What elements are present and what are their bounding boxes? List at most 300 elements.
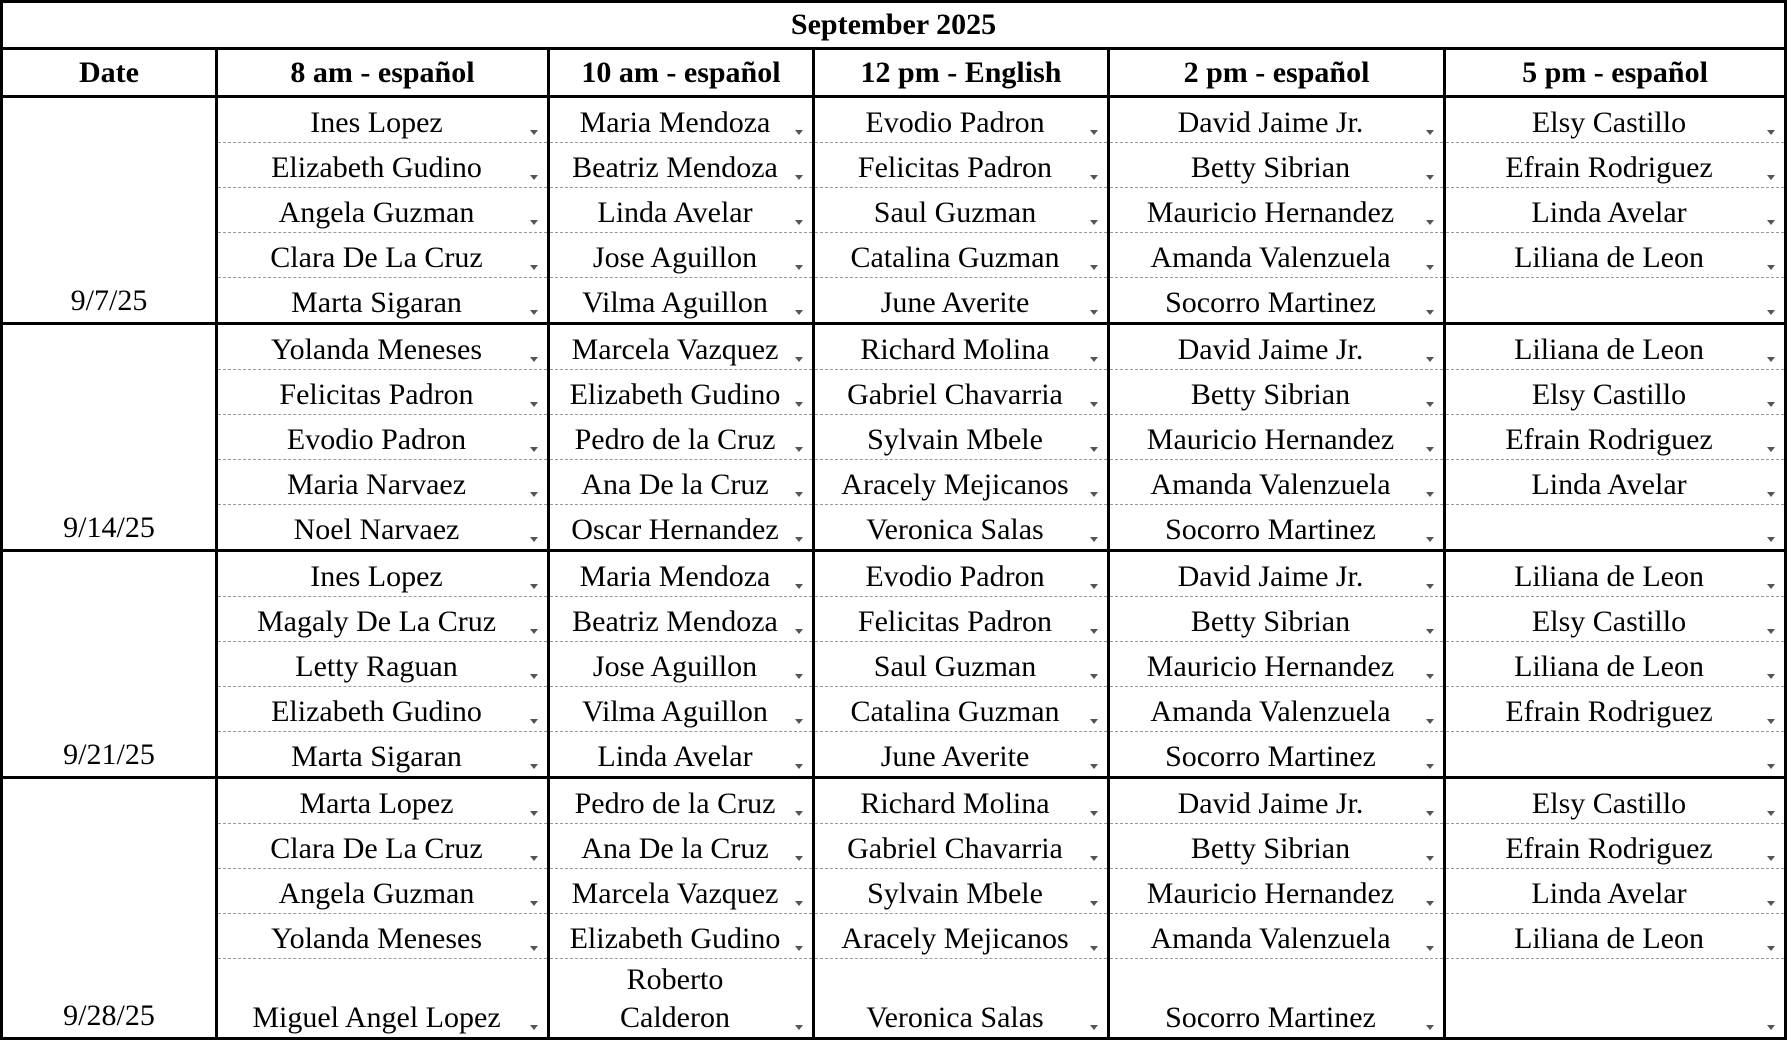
- assignment-name: Amanda Valenzuela: [1150, 241, 1391, 274]
- assignment-dropdown-2pm[interactable]: [1109, 233, 1445, 278]
- chevron-down-icon[interactable]: [795, 811, 803, 816]
- assignment-name: Jose Aguillon: [592, 241, 758, 274]
- chevron-down-icon[interactable]: [1767, 584, 1775, 589]
- assignment-name: Linda Avelar: [597, 196, 753, 229]
- assignment-dropdown-12pm[interactable]: [814, 278, 1109, 324]
- assignment-name: Efrain Rodriguez: [1505, 423, 1713, 456]
- assignment-name: June Averite: [880, 740, 1030, 773]
- chevron-down-icon[interactable]: [795, 1025, 803, 1030]
- assignment-dropdown-8am[interactable]: [217, 824, 549, 869]
- assignment-dropdown-8am[interactable]: [217, 188, 549, 233]
- chevron-down-icon[interactable]: [795, 584, 803, 589]
- assignment-name: David Jaime Jr.: [1177, 106, 1364, 139]
- assignment-name: David Jaime Jr.: [1177, 560, 1364, 593]
- chevron-down-icon[interactable]: [795, 447, 803, 452]
- assignment-dropdown-8am[interactable]: [217, 687, 549, 732]
- assignment-name: Oscar Hernandez: [571, 513, 779, 546]
- assignment-name: Elsy Castillo: [1531, 605, 1687, 638]
- assignment-name: David Jaime Jr.: [1177, 787, 1364, 820]
- assignment-name: Richard Molina: [860, 333, 1050, 366]
- chevron-down-icon[interactable]: [1426, 901, 1434, 906]
- assignment-name: Linda Avelar: [597, 740, 753, 773]
- chevron-down-icon[interactable]: [1426, 764, 1434, 769]
- assignment-dropdown-2pm[interactable]: [1109, 824, 1445, 869]
- assignment-name: Efrain Rodriguez: [1505, 695, 1713, 728]
- chevron-down-icon[interactable]: [530, 719, 538, 724]
- assignment-name: Marta Sigaran: [291, 286, 462, 319]
- assignment-dropdown-2pm[interactable]: [1109, 188, 1445, 233]
- chevron-down-icon[interactable]: [1090, 901, 1098, 906]
- chevron-down-icon[interactable]: [795, 764, 803, 769]
- assignment-name: Elizabeth Gudino: [271, 695, 482, 728]
- assignment-dropdown-2pm[interactable]: [1109, 97, 1445, 143]
- assignment-dropdown-5pm[interactable]: [1445, 824, 1786, 869]
- assignment-dropdown-8am[interactable]: [217, 460, 549, 505]
- assignment-name: Jose Aguillon: [592, 650, 758, 683]
- chevron-down-icon[interactable]: [530, 901, 538, 906]
- assignment-name: Maria Mendoza: [579, 560, 771, 593]
- chevron-down-icon[interactable]: [1767, 130, 1775, 135]
- chevron-down-icon[interactable]: [1426, 492, 1434, 497]
- table-row: [2, 188, 1786, 233]
- chevron-down-icon[interactable]: [530, 946, 538, 951]
- assignment-name: Felicitas Padron: [857, 151, 1053, 184]
- assignment-dropdown-5pm[interactable]: [1445, 97, 1786, 143]
- assignment-name: Sylvain Mbele: [867, 423, 1043, 456]
- assignment-dropdown-5pm[interactable]: [1445, 143, 1786, 188]
- assignment-dropdown-10am[interactable]: [549, 642, 814, 687]
- assignment-name: Ines Lopez: [310, 106, 443, 139]
- assignment-name: Catalina Guzman: [850, 695, 1060, 728]
- chevron-down-icon[interactable]: [530, 447, 538, 452]
- assignment-name: Linda Avelar: [1531, 877, 1687, 910]
- assignment-name: David Jaime Jr.: [1177, 333, 1364, 366]
- chevron-down-icon[interactable]: [1426, 175, 1434, 180]
- assignment-dropdown-12pm[interactable]: [814, 551, 1109, 597]
- assignment-dropdown-2pm[interactable]: [1109, 551, 1445, 597]
- assignment-dropdown-12pm[interactable]: [814, 824, 1109, 869]
- chevron-down-icon[interactable]: [1767, 901, 1775, 906]
- assignment-dropdown-10am[interactable]: [549, 687, 814, 732]
- assignment-dropdown-2pm[interactable]: [1109, 370, 1445, 415]
- chevron-down-icon[interactable]: [530, 629, 538, 634]
- assignment-name: Ines Lopez: [310, 560, 443, 593]
- chevron-down-icon[interactable]: [1767, 175, 1775, 180]
- assignment-name: Beatriz Mendoza: [572, 151, 778, 184]
- assignment-dropdown-2pm[interactable]: [1109, 415, 1445, 460]
- assignment-dropdown-2pm[interactable]: [1109, 687, 1445, 732]
- assignment-dropdown-5pm[interactable]: [1445, 460, 1786, 505]
- assignment-dropdown-8am[interactable]: [217, 505, 549, 551]
- assignment-dropdown-5pm[interactable]: [1445, 597, 1786, 642]
- header-row: [2, 49, 1786, 97]
- table-row: [2, 551, 1786, 597]
- assignment-dropdown-5pm[interactable]: [1445, 687, 1786, 732]
- assignment-dropdown-12pm[interactable]: [814, 233, 1109, 278]
- assignment-dropdown-5pm[interactable]: [1445, 869, 1786, 914]
- assignment-dropdown-5pm[interactable]: [1445, 959, 1786, 1039]
- assignment-dropdown-10am[interactable]: [549, 415, 814, 460]
- assignment-dropdown-8am[interactable]: [217, 551, 549, 597]
- assignment-name: Liliana de Leon: [1514, 650, 1704, 683]
- assignment-name: Ana De la Cruz: [581, 468, 769, 501]
- assignment-name: Liliana de Leon: [1514, 922, 1704, 955]
- schedule-body: [2, 97, 1786, 1039]
- assignment-dropdown-5pm[interactable]: [1445, 233, 1786, 278]
- chevron-down-icon[interactable]: [530, 265, 538, 270]
- assignment-name: Liliana de Leon: [1514, 333, 1704, 366]
- assignment-dropdown-8am[interactable]: [217, 233, 549, 278]
- chevron-down-icon[interactable]: [1426, 310, 1434, 315]
- chevron-down-icon[interactable]: [1090, 130, 1098, 135]
- assignment-dropdown-5pm[interactable]: [1445, 415, 1786, 460]
- table-row: [2, 278, 1786, 324]
- chevron-down-icon[interactable]: [1426, 719, 1434, 724]
- assignment-dropdown-12pm[interactable]: [814, 188, 1109, 233]
- chevron-down-icon[interactable]: [795, 357, 803, 362]
- chevron-down-icon[interactable]: [1090, 1025, 1098, 1030]
- assignment-dropdown-12pm[interactable]: [814, 415, 1109, 460]
- assignment-name: Socorro Martinez: [1165, 513, 1376, 546]
- assignment-name: Mauricio Hernandez: [1146, 423, 1395, 456]
- date-cell: 9/28/25: [2, 778, 217, 1039]
- chevron-down-icon[interactable]: [1090, 719, 1098, 724]
- header-8am: 8 am - español: [217, 49, 549, 97]
- table-row: [2, 959, 1786, 1039]
- assignment-dropdown-5pm[interactable]: [1445, 732, 1786, 778]
- assignment-name: Elsy Castillo: [1531, 106, 1687, 139]
- chevron-down-icon[interactable]: [1090, 220, 1098, 225]
- chevron-down-icon[interactable]: [530, 584, 538, 589]
- assignment-dropdown-10am[interactable]: [549, 869, 814, 914]
- date-cell: 9/14/25: [2, 324, 217, 551]
- assignment-dropdown-10am[interactable]: [549, 188, 814, 233]
- chevron-down-icon[interactable]: [1767, 357, 1775, 362]
- chevron-down-icon[interactable]: [530, 175, 538, 180]
- chevron-down-icon[interactable]: [1090, 629, 1098, 634]
- assignment-dropdown-12pm[interactable]: [814, 778, 1109, 824]
- header-2pm: 2 pm - español: [1109, 49, 1445, 97]
- assignment-name: Mauricio Hernandez: [1146, 650, 1395, 683]
- chevron-down-icon[interactable]: [795, 492, 803, 497]
- chevron-down-icon[interactable]: [1767, 492, 1775, 497]
- assignment-name: Betty Sibrian: [1190, 832, 1351, 865]
- chevron-down-icon[interactable]: [530, 764, 538, 769]
- chevron-down-icon[interactable]: [530, 811, 538, 816]
- assignment-dropdown-12pm[interactable]: [814, 143, 1109, 188]
- assignment-dropdown-8am[interactable]: [217, 324, 549, 370]
- table-row: [2, 778, 1786, 824]
- assignment-name: Elsy Castillo: [1531, 787, 1687, 820]
- assignment-name: Clara De La Cruz: [270, 241, 483, 274]
- assignment-dropdown-12pm[interactable]: [814, 460, 1109, 505]
- chevron-down-icon[interactable]: [1090, 310, 1098, 315]
- chevron-down-icon[interactable]: [1767, 629, 1775, 634]
- chevron-down-icon[interactable]: [1090, 357, 1098, 362]
- assignment-dropdown-5pm[interactable]: [1445, 324, 1786, 370]
- assignment-dropdown-12pm[interactable]: [814, 505, 1109, 551]
- chevron-down-icon[interactable]: [1090, 447, 1098, 452]
- assignment-dropdown-2pm[interactable]: [1109, 324, 1445, 370]
- chevron-down-icon[interactable]: [1426, 447, 1434, 452]
- assignment-name: Pedro de la Cruz: [574, 423, 776, 456]
- assignment-name: Efrain Rodriguez: [1505, 151, 1713, 184]
- assignment-dropdown-10am[interactable]: [549, 732, 814, 778]
- chevron-down-icon[interactable]: [1090, 175, 1098, 180]
- table-row: [2, 143, 1786, 188]
- chevron-down-icon[interactable]: [795, 130, 803, 135]
- assignment-name: Veronica Salas: [866, 1001, 1044, 1034]
- assignment-name: Vilma Aguillon: [582, 286, 768, 319]
- assignment-name: Gabriel Chavarria: [847, 832, 1063, 865]
- table-row: [2, 370, 1786, 415]
- assignment-dropdown-10am[interactable]: [549, 233, 814, 278]
- assignment-dropdown-10am[interactable]: [549, 324, 814, 370]
- chevron-down-icon[interactable]: [1090, 946, 1098, 951]
- chevron-down-icon[interactable]: [1090, 674, 1098, 679]
- assignment-name: Evodio Padron: [865, 560, 1045, 593]
- assignment-name: Elsy Castillo: [1531, 378, 1687, 411]
- chevron-down-icon[interactable]: [530, 310, 538, 315]
- chevron-down-icon[interactable]: [1767, 1025, 1775, 1030]
- assignment-name: Linda Avelar: [1531, 196, 1687, 229]
- assignment-name: Betty Sibrian: [1190, 605, 1351, 638]
- assignment-dropdown-8am[interactable]: [217, 97, 549, 143]
- assignment-name: Saul Guzman: [873, 196, 1037, 229]
- assignment-name: Richard Molina: [860, 787, 1050, 820]
- assignment-dropdown-2pm[interactable]: [1109, 143, 1445, 188]
- chevron-down-icon[interactable]: [1767, 856, 1775, 861]
- chevron-down-icon[interactable]: [530, 130, 538, 135]
- assignment-name: Maria Mendoza: [579, 106, 771, 139]
- chevron-down-icon[interactable]: [530, 220, 538, 225]
- chevron-down-icon[interactable]: [1767, 674, 1775, 679]
- assignment-dropdown-10am[interactable]: [549, 551, 814, 597]
- chevron-down-icon[interactable]: [795, 310, 803, 315]
- chevron-down-icon[interactable]: [1426, 856, 1434, 861]
- assignment-dropdown-12pm[interactable]: [814, 914, 1109, 959]
- assignment-dropdown-2pm[interactable]: [1109, 959, 1445, 1039]
- assignment-dropdown-12pm[interactable]: [814, 732, 1109, 778]
- assignment-name: Letty Raguan: [295, 650, 458, 683]
- assignment-name: Marta Sigaran: [291, 740, 462, 773]
- assignment-name: Socorro Martinez: [1165, 1001, 1376, 1034]
- chevron-down-icon[interactable]: [795, 402, 803, 407]
- assignment-dropdown-12pm[interactable]: [814, 959, 1109, 1039]
- chevron-down-icon[interactable]: [1426, 1025, 1434, 1030]
- chevron-down-icon[interactable]: [1767, 811, 1775, 816]
- assignment-dropdown-12pm[interactable]: [814, 687, 1109, 732]
- assignment-dropdown-8am[interactable]: [217, 914, 549, 959]
- chevron-down-icon[interactable]: [1426, 265, 1434, 270]
- assignment-name: Noel Narvaez: [293, 513, 460, 546]
- assignment-dropdown-8am[interactable]: [217, 959, 549, 1039]
- assignment-name: Socorro Martinez: [1165, 740, 1376, 773]
- assignment-name: Sylvain Mbele: [867, 877, 1043, 910]
- chevron-down-icon[interactable]: [795, 856, 803, 861]
- chevron-down-icon[interactable]: [1090, 856, 1098, 861]
- assignment-name: Amanda Valenzuela: [1150, 468, 1391, 501]
- assignment-name: Gabriel Chavarria: [847, 378, 1063, 411]
- chevron-down-icon[interactable]: [1426, 402, 1434, 407]
- chevron-down-icon[interactable]: [1090, 265, 1098, 270]
- chevron-down-icon[interactable]: [1426, 811, 1434, 816]
- chevron-down-icon[interactable]: [530, 402, 538, 407]
- header-date: Date: [2, 49, 217, 97]
- chevron-down-icon[interactable]: [1090, 492, 1098, 497]
- chevron-down-icon[interactable]: [1767, 310, 1775, 315]
- assignment-name: Liliana de Leon: [1514, 560, 1704, 593]
- assignment-name: Miguel Angel Lopez: [252, 1001, 501, 1034]
- chevron-down-icon[interactable]: [1426, 946, 1434, 951]
- chevron-down-icon[interactable]: [795, 946, 803, 951]
- assignment-dropdown-2pm[interactable]: [1109, 460, 1445, 505]
- assignment-dropdown-12pm[interactable]: [814, 324, 1109, 370]
- assignment-dropdown-8am[interactable]: [217, 415, 549, 460]
- assignment-dropdown-8am[interactable]: [217, 597, 549, 642]
- chevron-down-icon[interactable]: [530, 357, 538, 362]
- chevron-down-icon[interactable]: [1767, 447, 1775, 452]
- chevron-down-icon[interactable]: [1426, 357, 1434, 362]
- assignment-dropdown-8am[interactable]: [217, 778, 549, 824]
- chevron-down-icon[interactable]: [530, 856, 538, 861]
- chevron-down-icon[interactable]: [795, 674, 803, 679]
- assignment-dropdown-10am[interactable]: [549, 597, 814, 642]
- assignment-name: Saul Guzman: [873, 650, 1037, 683]
- chevron-down-icon[interactable]: [1090, 811, 1098, 816]
- assignment-dropdown-8am[interactable]: [217, 278, 549, 324]
- assignment-dropdown-2pm[interactable]: [1109, 778, 1445, 824]
- assignment-name: Ana De la Cruz: [581, 832, 769, 865]
- assignment-dropdown-5pm[interactable]: [1445, 188, 1786, 233]
- chevron-down-icon[interactable]: [1426, 130, 1434, 135]
- assignment-name: Vilma Aguillon: [582, 695, 768, 728]
- assignment-dropdown-10am[interactable]: [549, 460, 814, 505]
- assignment-name: Betty Sibrian: [1190, 378, 1351, 411]
- chevron-down-icon[interactable]: [795, 537, 803, 542]
- assignment-name: Maria Narvaez: [286, 468, 467, 501]
- assignment-dropdown-12pm[interactable]: [814, 370, 1109, 415]
- chevron-down-icon[interactable]: [1090, 537, 1098, 542]
- assignment-name: Mauricio Hernandez: [1146, 877, 1395, 910]
- chevron-down-icon[interactable]: [795, 265, 803, 270]
- assignment-dropdown-5pm[interactable]: [1445, 914, 1786, 959]
- sheet-title: September 2025: [2, 2, 1786, 49]
- chevron-down-icon[interactable]: [1767, 265, 1775, 270]
- chevron-down-icon[interactable]: [1767, 946, 1775, 951]
- chevron-down-icon[interactable]: [530, 1025, 538, 1030]
- table-row: [2, 597, 1786, 642]
- assignment-dropdown-10am[interactable]: [549, 370, 814, 415]
- assignment-dropdown-8am[interactable]: [217, 143, 549, 188]
- assignment-dropdown-8am[interactable]: [217, 869, 549, 914]
- chevron-down-icon[interactable]: [530, 492, 538, 497]
- header-5pm: 5 pm - español: [1445, 49, 1786, 97]
- assignment-name: Felicitas Padron: [857, 605, 1053, 638]
- chevron-down-icon[interactable]: [1426, 537, 1434, 542]
- assignment-dropdown-2pm[interactable]: [1109, 869, 1445, 914]
- assignment-dropdown-5pm[interactable]: [1445, 370, 1786, 415]
- assignment-dropdown-8am[interactable]: [217, 642, 549, 687]
- assignment-dropdown-2pm[interactable]: [1109, 914, 1445, 959]
- chevron-down-icon[interactable]: [1426, 629, 1434, 634]
- assignment-dropdown-5pm[interactable]: [1445, 551, 1786, 597]
- table-row: [2, 869, 1786, 914]
- chevron-down-icon[interactable]: [1090, 584, 1098, 589]
- assignment-name: Marcela Vazquez: [571, 877, 779, 910]
- assignment-dropdown-5pm[interactable]: [1445, 278, 1786, 324]
- assignment-name: Marta Lopez: [299, 787, 454, 820]
- assignment-name: Aracely Mejicanos: [841, 468, 1069, 501]
- assignment-name: Elizabeth Gudino: [271, 151, 482, 184]
- chevron-down-icon[interactable]: [1767, 220, 1775, 225]
- chevron-down-icon[interactable]: [530, 537, 538, 542]
- assignment-dropdown-2pm[interactable]: [1109, 505, 1445, 551]
- assignment-dropdown-12pm[interactable]: [814, 97, 1109, 143]
- assignment-name: Elizabeth Gudino: [569, 378, 781, 411]
- assignment-dropdown-10am[interactable]: [549, 824, 814, 869]
- chevron-down-icon[interactable]: [1767, 402, 1775, 407]
- assignment-dropdown-10am[interactable]: [549, 97, 814, 143]
- assignment-dropdown-10am[interactable]: [549, 914, 814, 959]
- assignment-dropdown-10am[interactable]: [549, 505, 814, 551]
- assignment-dropdown-2pm[interactable]: [1109, 732, 1445, 778]
- chevron-down-icon[interactable]: [1426, 584, 1434, 589]
- chevron-down-icon[interactable]: [1767, 719, 1775, 724]
- chevron-down-icon[interactable]: [1426, 220, 1434, 225]
- assignment-dropdown-5pm[interactable]: [1445, 778, 1786, 824]
- assignment-name: Beatriz Mendoza: [572, 605, 778, 638]
- assignment-name: Yolanda Meneses: [270, 922, 483, 955]
- chevron-down-icon[interactable]: [795, 175, 803, 180]
- chevron-down-icon[interactable]: [1767, 537, 1775, 542]
- chevron-down-icon[interactable]: [795, 719, 803, 724]
- assignment-dropdown-8am[interactable]: [217, 732, 549, 778]
- chevron-down-icon[interactable]: [795, 901, 803, 906]
- assignment-dropdown-10am[interactable]: [549, 778, 814, 824]
- assignment-dropdown-5pm[interactable]: [1445, 642, 1786, 687]
- chevron-down-icon[interactable]: [530, 674, 538, 679]
- assignment-name: Angela Guzman: [278, 196, 475, 229]
- assignment-name: Magaly De La Cruz: [256, 605, 497, 638]
- chevron-down-icon[interactable]: [1090, 764, 1098, 769]
- assignment-dropdown-10am[interactable]: [549, 959, 814, 1039]
- chevron-down-icon[interactable]: [795, 629, 803, 634]
- table-row: [2, 505, 1786, 551]
- assignment-dropdown-2pm[interactable]: [1109, 642, 1445, 687]
- assignment-dropdown-12pm[interactable]: [814, 642, 1109, 687]
- assignment-name: Pedro de la Cruz: [574, 787, 776, 820]
- assignment-name: Amanda Valenzuela: [1150, 695, 1391, 728]
- chevron-down-icon[interactable]: [1426, 674, 1434, 679]
- chevron-down-icon[interactable]: [795, 220, 803, 225]
- table-row: [2, 415, 1786, 460]
- assignment-dropdown-12pm[interactable]: [814, 869, 1109, 914]
- assignment-dropdown-8am[interactable]: [217, 370, 549, 415]
- assignment-dropdown-2pm[interactable]: [1109, 597, 1445, 642]
- assignment-dropdown-10am[interactable]: [549, 278, 814, 324]
- assignment-name: Betty Sibrian: [1190, 151, 1351, 184]
- assignment-dropdown-5pm[interactable]: [1445, 505, 1786, 551]
- assignment-dropdown-2pm[interactable]: [1109, 278, 1445, 324]
- assignment-dropdown-10am[interactable]: [549, 143, 814, 188]
- assignment-dropdown-12pm[interactable]: [814, 597, 1109, 642]
- date-cell: 9/21/25: [2, 551, 217, 778]
- chevron-down-icon[interactable]: [1767, 764, 1775, 769]
- assignment-name: Evodio Padron: [865, 106, 1045, 139]
- chevron-down-icon[interactable]: [1090, 402, 1098, 407]
- assignment-name: Angela Guzman: [278, 877, 475, 910]
